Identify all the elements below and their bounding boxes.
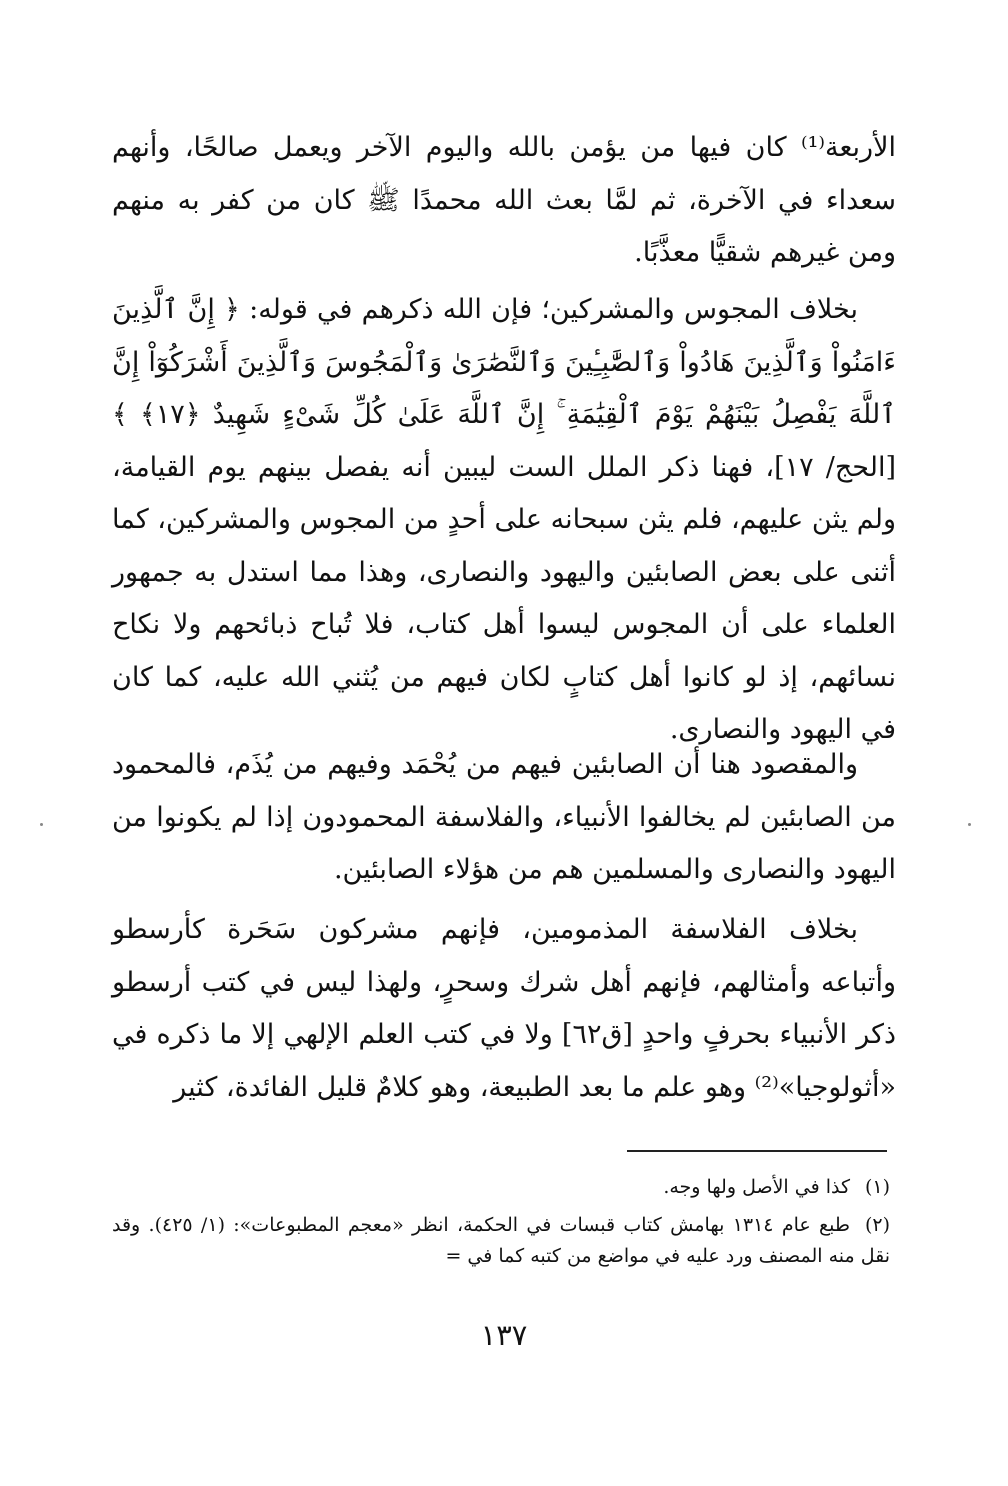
- footnote-2-number: (٢): [864, 1214, 890, 1236]
- paragraph-1: الأربعة⁽¹⁾ كان فيها من يؤمن بالله واليوم الآخر ويعمل صالحًا، وأنهم سعداء في الآخرة، ثم لمَّا بعث الله محمدًا ﷺ كان من كفر به منهم ومن غيرهم شقيًّا معذَّبًا.: [112, 132, 896, 268]
- footnote-separator: [627, 1150, 887, 1152]
- paragraph-3: والمقصود هنا أن الصابئين فيهم من يُحْمَد وفيهم من يُذَم، فالمحمود من الصابئين لم يخالفوا الأنبياء، والفلاسفة المحمودون إذا لم يكونوا من اليهود والنصارى والمسلمين هم من هؤلاء الصابئين.: [112, 749, 896, 885]
- page-number: ١٣٧: [480, 1318, 528, 1352]
- footnote-2-text: طبع عام ١٣١٤ بهامش كتاب قبسات في الحكمة، انظر «معجم المطبوعات»: (١/ ٤٢٥). وقد نقل منه المصنف ورد عليه في مواضع من كتبه كما في =: [112, 1214, 890, 1267]
- footnote-1-number: (١): [864, 1176, 890, 1198]
- scan-speck: [968, 823, 971, 826]
- footnote-1: [112, 1172, 890, 1203]
- scan-speck: [40, 823, 43, 826]
- paragraph-4: بخلاف الفلاسفة المذمومين، فإنهم مشركون سَحَرة كأرسطو وأتباعه وأمثالهم، فإنهم أهل شرك وسحرٍ، ولهذا ليس في كتب أرسطو ذكر الأنبياء بحرفٍ واحدٍ [ق٦٢] ولا في كتب العلم الإلهي إلا ما ذكره في «أثولوجيا»⁽²⁾ وهو علم ما بعد الطبيعة، وهو كلامٌ قليل الفائدة، كثير: [112, 914, 897, 1103]
- footnote-1-text: كذا في الأصل ولها وجه.: [663, 1176, 850, 1198]
- paragraph-2: بخلاف المجوس والمشركين؛ فإن الله ذكرهم في قوله: ﴿ إِنَّ ٱلَّذِينَ ءَامَنُواْ وَٱلَّذِينَ هَادُواْ وَٱلصَّٰبِـِٔينَ وَٱلنَّصَٰرَىٰ وَٱلْمَجُوسَ وَٱلَّذِينَ أَشْرَكُوٓاْ إِنَّ ٱللَّهَ يَفْصِلُ بَيْنَهُمْ يَوْمَ ٱلْقِيَٰمَةِ ۚ إِنَّ ٱللَّهَ عَلَىٰ كُلِّ شَىْءٍ شَهِيدٌ ﴿١٧﴾ ﴾ [الحج/ ١٧]، فهنا ذكر الملل الست ليبين أنه يفصل بينهم يوم القيامة، ولم يثن عليهم، فلم يثن سبحانه على أحدٍ من المجوس والمشركين، كما أثنى على بعض الصابئين واليهود والنصارى، وهذا مما استدل به جمهور العلماء على أن المجوس ليسوا أهل كتاب، فلا تُباح ذبائحهم ولا نكاح نسائهم، إذ لو كانوا أهل كتابٍ لكان فيهم من يُثني الله عليه، كما كان في اليهود والنصارى.: [112, 294, 897, 745]
- footnote-2: [112, 1210, 890, 1272]
